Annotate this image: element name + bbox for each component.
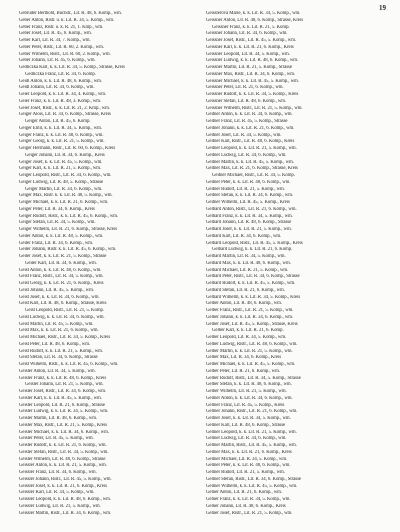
- directory-entry: Gelbard Michael, Lit. R. 21, 5. Komp., wm.: [206, 267, 289, 273]
- directory-entry: Geisler Michael, k. k. Lit. R. 34, 6. Komp., wm.: [19, 429, 109, 435]
- directory-entry: Geissler Karl, Lit. R. 34, 5. Komp., wm.: [19, 490, 95, 496]
- directory-entry: Geiger Leopold, Ristr., Lit. R. 34, 6. Komp., wm.: [19, 173, 112, 178]
- directory-entry: Gelbard Ludwig, k. k. Lit. R. 21, 6. Komp.: [212, 247, 293, 253]
- directory-entry: Gelber Stefan, k. k. Lit. R. 48, 6. Komp., wm.: [206, 382, 292, 388]
- directory-entry: Geiger Johann, Lit. R. 34, 6. Komp., Kreis: [25, 152, 105, 158]
- directory-entry: Geiger Alois, Lit. R. 34, 6. Komp., Strasse, Kreis: [19, 112, 111, 118]
- directory-entry: Gellner Anton, k. k. Lit. R. 34, 6. Komp., wm.: [206, 395, 293, 401]
- directory-entry: Gellner Leopold, k. k. Lit. R. 21, 5. Komp., wm.: [206, 429, 297, 435]
- directory-entry: Geisler Ludwig, k. k. Lit. R. 34, 5. Komp., wm.: [19, 409, 109, 415]
- directory-entry: Geissner Rudolf, k. k. Lit. R. 34, 5. Komp., Kreis: [206, 92, 299, 97]
- directory-entry: Geber Wilhelm, Ristr., Lit. R. 60, 2. Komp., wm.: [19, 51, 111, 57]
- directory-entry: Geist Karl, Lit. R. 48, 6. Komp., Strasse, Kreis: [19, 301, 107, 307]
- directory-entry: Gelber Karl, k. k. Lit. R. 21, 6. Komp.: [212, 328, 284, 334]
- directory-entry: Geissner Franz, k. k. Lit. R. 21, 5. Komp.: [212, 24, 290, 30]
- directory-entry: Geissner Ludwig, k. k. Lit. R. 48, 6. Komp., wm.: [206, 58, 299, 64]
- directory-entry: Geisler Stefan, Ristr., Lit. R. 34, 5. Komp., wm.: [19, 449, 109, 455]
- directory-entry: Geiger Karl, k. k. Lit. R. 21, 5. Komp., wm.: [19, 166, 102, 172]
- directory-entry: Geber Karl, Lit. R. 34, 7. Komp., wm.: [19, 38, 91, 43]
- directory-entry: Geist Georg, k. k. Lit. R. 21, 6. Komp., Kreis: [19, 281, 104, 286]
- directory-entry: Geisler Josef, Ristr., Lit. R. 34, 6. Komp., wm.: [19, 389, 107, 394]
- directory-entry: Geisler Martin, Lit. R. 48, 6. Komp., wm.: [19, 416, 98, 421]
- directory-entry: Geissner Martin, Lit. R. 21, 5. Komp., Strasse: [206, 65, 292, 70]
- directory-entry: Geist Josef, k. k. Lit. R. 34, 6. Komp., wm.: [19, 294, 100, 300]
- directory-entry: Geitner Max, Lit. R. 21, 6. Komp., Strasse, Kreis: [206, 166, 298, 172]
- directory-entry: Geiger Hermann, Ristr., Lit. R. 60, 6. Komp., Kreis: [19, 146, 116, 151]
- directory-entry: Geitner Leopold, k. k. Lit. R. 21, 5. Komp., wm.: [206, 146, 297, 151]
- directory-entry: Geier Franz, k. k. Lit. R. 48, 3. Komp., wm.: [19, 98, 102, 104]
- directory-entry: Gedliczka Franz, Lit. R. 34, 6. Komp.: [25, 71, 96, 77]
- directory-entry: Geitner Wilhelm, Lit. R. 45, 5. Komp., Kreis: [206, 200, 290, 205]
- directory-entry: Gellner Karl, Lit. R. 48, 6. Komp., Strasse: [206, 422, 286, 428]
- directory-entry: Geisler Anton, Lit. R. 34, 5. Komp., wm.: [19, 368, 96, 374]
- directory-entry: Geidl Johann, Lit. R. 34, 6. Komp., wm.: [19, 85, 95, 91]
- directory-entry: Gelber Leopold, Lit. R. 34, 5. Komp., wm.: [206, 335, 287, 340]
- directory-entry: Gelbard Wilhelm, k. k. Lit. R. 34, 5. Komp., Kreis: [206, 294, 301, 300]
- directory-entry: Geitner Martin, k. k. Lit. R. 45, 5. Komp., wm.: [206, 159, 294, 165]
- directory-entry: Geist Max, k. k. Lit. R. 21, 6. Komp., wm.: [19, 328, 99, 334]
- directory-entry: Geiler Anton, k. k. Lit. R. 48, 5. Komp., wm.: [19, 233, 104, 239]
- directory-entry: Geiler Franz, Lit. R. 34, 6. Komp., wm.: [19, 240, 94, 246]
- directory-entry: Gellner Martin, Ristr., Lit. R. 45, 5. Komp., wm.: [206, 443, 297, 448]
- directory-entry: Geiger Ludwig, Lit. R. 48, 5. Komp., Strasse: [19, 179, 104, 185]
- directory-entry: Geitner Ludwig, Lit. R. 34, 6. Komp., wm.: [206, 152, 287, 158]
- directory-entry: Gelner Josef, Ristr., Lit. R. 21, 5. Komp., wm.: [206, 510, 293, 516]
- directory-entry: Geissner Josef, Ristr., Lit. R. 45, 5. Komp., wm.: [206, 38, 297, 43]
- directory-entry: Geist Leopold, Ristr., Lit. R. 21, 5. Komp.: [25, 308, 104, 313]
- directory-entry: Gelber Peter, Lit. R. 21, 6. Komp., wm.: [206, 368, 280, 374]
- directory-entry: Gelbard Franz, k. k. Lit. R. 34, 5. Komp., wm.: [206, 213, 293, 219]
- directory-entry: Geiger Rudolf, Ristr., k. k. Lit. R. 45, 6. Komp., wm.: [19, 213, 119, 219]
- directory-entry: Geber Josef, Lit. R. 45, 6. Komp., wm.: [19, 31, 92, 37]
- directory-entry: Gelbard Leopold, Ristr., Lit. R. 45, 5. Komp., Kreis: [206, 240, 303, 246]
- directory-entry: Geiler Josef, k. k. Lit. R. 21, 5. Komp., Strasse: [19, 254, 107, 259]
- directory-entry: Geissler Leopold, k. k. Lit. R. 48, 6. Komp., wm.: [19, 497, 112, 502]
- directory-entry: Geissner Stefan, Lit. R. 48, 6. Komp., wm.: [206, 98, 287, 104]
- directory-entry: Gellner Rudolf, Lit. R. 21, 5. Komp., wm.: [206, 470, 285, 475]
- directory-entry: Geist Wilhelm, Ristr., k. k. Lit. R. 45, 6. Komp., wm.: [19, 362, 119, 367]
- directory-entry: Gelbard Max, k. k. Lit. R. 48, 6. Komp., wm.: [206, 260, 291, 266]
- directory-entry: Gelbard Anton, Ristr., Lit. R. 21, 6. Komp., wm.: [206, 206, 297, 212]
- directory-entry: Geist Martin, Lit. R. 45, 5. Komp., wm.: [19, 321, 94, 327]
- directory-entry: Geist Johann, Lit. R. 45, 5. Komp., wm.: [19, 287, 94, 293]
- directory-entry: Gelbard Johann, Lit. R. 48, 6. Komp., Strasse: [206, 220, 292, 226]
- directory-entry: Geiler Karl, Lit. R. 34, 6. Komp., wm.: [25, 260, 97, 266]
- directory-entry: Gellner Michael, Lit. R. 34, 5. Komp., wm.: [206, 456, 288, 462]
- directory-entry: Gelber Martin, k. k. Lit. R. 21, 5. Komp., wm.: [206, 348, 293, 354]
- directory-entry: Geisler Max, Ristr., Lit. R. 21, 5. Komp., Kreis: [19, 422, 108, 428]
- directory-entry: Geitner Anton, k. k. Lit. R. 34, 6. Komp., wm.: [206, 112, 293, 118]
- directory-entry: Gelber Max, Lit. R. 34, 6. Komp., Kreis: [206, 355, 282, 361]
- right-column: [206, 11, 377, 517]
- directory-entry: Gelner Johann, Lit. R. 48, 6. Komp., Kreis: [206, 503, 286, 509]
- directory-entry: Gelber Rudolf, Ristr., Lit. R. 34, 5. Komp., Strasse: [206, 375, 301, 381]
- directory-entry: Geiger Georg, k. k. Lit. R. 21, 5. Komp., wm.: [19, 139, 105, 145]
- left-column: [19, 11, 190, 517]
- directory-entry: Geissner Leopold, Lit. R. 34, 5. Komp., wm.: [206, 51, 290, 57]
- directory-entry: Geissler Josef, k. k. Lit. R. 21, 6. Komp., Kreis: [19, 483, 107, 489]
- directory-entry: Gelber Johann, k. k. Lit. R. 34, 6. Komp., wm.: [206, 314, 294, 320]
- directory-entry: Geist Ludwig, k. k. Lit. R. 34, 6. Komp., wm.: [19, 314, 105, 320]
- directory-entry: Gelber Anton, Lit. R. 48, 6. Komp., wm.: [206, 301, 282, 307]
- directory-entry: Geier Leopold, k. k. Lit. R. 34, 4. Komp., wm.: [19, 92, 107, 97]
- directory-entry: Geisler Peter, Lit. R. 45, 5. Komp., wm.: [19, 436, 94, 442]
- directory-entry: Geisler Karl, k. k. Lit. R. 45, 5. Komp., wm.: [19, 395, 102, 401]
- directory-entry: Geiger Franz, k. k. Lit. R. 48, 6. Komp., wm.: [19, 132, 104, 138]
- directory-entry: Geisler Johann, Lit. R. 21, 5. Komp., wm.: [25, 382, 104, 388]
- directory-entry: Geissler Martin, Ristr., Lit. R. 34, 6. Komp., wm.: [19, 510, 112, 516]
- directory-entry: Geber Peter, Ristr., Lit. R. 60, 2. Komp., wm.: [19, 44, 104, 50]
- directory-entry: Geiger Stefan, Lit. R. 34, 5. Komp., wm.: [19, 220, 96, 226]
- directory-entry: Geiger Emil, k. k. Lit. R. 34, 5. Komp., wm.: [19, 125, 102, 131]
- directory-entry: Geiger Peter, Lit. R. 34, 6. Komp., Kreis: [19, 206, 95, 212]
- directory-entry: Geber Franz, Ristr. u. k. R. 21, 1. Kmp., wm.: [19, 24, 104, 30]
- directory-entry: Geist Stefan, Lit. R. 34, 6. Komp., Strasse: [19, 355, 98, 361]
- directory-entry: Gelbard Josef, k. k. Lit. R. 21, 5. Komp., wm.: [206, 227, 292, 232]
- directory-entry: Geissler Johann, Ristr., Lit. R. 45, 5. Komp., wm.: [19, 476, 112, 482]
- directory-entry: Geiger Wilhelm, Lit. R. 21, 6. Komp., Strasse, Kreis: [19, 227, 118, 232]
- directory-entry: Geist Peter, Lit. R. 48, 6. Komp., wm.: [19, 341, 91, 347]
- directory-entry: Geist Franz, Ristr., Lit. R. 34, 5. Komp., wm.: [19, 274, 104, 280]
- directory-entry: Geisslerová Marie, k. k. Lit. R. 34, 5. Komp., wm.: [206, 11, 301, 16]
- directory-entry: Geissler Anton, k. k. Lit. R. 21, 5. Komp., wm.: [19, 463, 107, 469]
- directory-entry: Gelner Franz, k. k. Lit. R. 34, 5. Komp., wm.: [206, 497, 291, 502]
- directory-entry: Geisler Franz, k. k. Lit. R. 48, 6. Komp., Kreis: [19, 375, 107, 381]
- directory-entry: Geissner Johann, Lit. R. 34, 6. Komp., wm.: [206, 31, 288, 37]
- directory-entry: Geiger Anton, Lit. R. 45, 6. Komp.: [25, 119, 91, 124]
- page-number: 19: [379, 4, 386, 12]
- directory-entry: Gellner Ludwig, Lit. R. 34, 6. Komp., wm.: [206, 436, 287, 442]
- directory-entry: Geisler Wilhelm, Lit. R. 48, 6. Komp., Strasse: [19, 456, 106, 462]
- directory-entry: Geidl Anton, k. k. Lit. R. 48, 6. Komp., wm.: [19, 78, 102, 84]
- directory-entry: Gelner Anton, Lit. R. 21, 6. Komp., wm.: [206, 490, 282, 496]
- directory-entry: Geiger Josef, k. k. Lit. R. 45, 5. Komp., wm.: [19, 159, 103, 165]
- directory-entry: Geiger Max, Ristr. k. k. Lit. R. 48, 5. Komp., wm.: [19, 193, 113, 199]
- directory-entry: Geissler Ludwig, Lit. R. 21, 5. Komp., wm.: [19, 503, 101, 509]
- directory-entry: Geber Johann, Lit. R. 45, 6. Komp., wm.: [19, 58, 96, 64]
- directory-entry: Gelber Josef, Lit. R. 45, 5. Komp., Strasse, Kreis: [206, 321, 298, 327]
- directory-entry: Geitner Michael, Ristr., Lit. R. 34, 5. Komp.: [212, 173, 295, 178]
- directory-entry: Gelber Ludwig, Ristr., Lit. R. 48, 6. Komp., wm.: [206, 341, 298, 347]
- directory-entry: Geber Anton, Ristr. u. k. Lit. R. 34, 5. Komp., wm.: [19, 17, 115, 23]
- directory-entry: Geist Michael, Ristr., Lit. R. 34, 5. Komp., Kreis: [19, 335, 111, 340]
- directory-entry: Geissner Michael, k. k. Lit. R. 45, 5. Komp., wm.: [206, 78, 299, 84]
- directory-entry: Geissner Karl, k. k. Lit. R. 21, 6. Komp., Kreis: [206, 44, 294, 50]
- directory-entry: Gellner Peter, k. k. Lit. R. 48, 6. Komp., wm.: [206, 463, 291, 469]
- directory-entry: Gelber Wilhelm, Lit. R. 21, 5. Komp., wm.: [206, 389, 287, 394]
- directory-entry: Geitner Franz, Lit. R. 45, 5. Komp., Strasse: [206, 119, 288, 124]
- directory-entry: Geitner Karl, Ristr., Lit. R. 48, 6. Komp., Kreis: [206, 139, 295, 145]
- directory-entry: Gelbard Karl, Lit. R. 34, 6. Komp., wm.: [206, 233, 282, 239]
- directory-entry: Gellner Max, k. k. Lit. R. 21, 6. Komp., Kreis: [206, 449, 292, 455]
- directory-entry: Geiler Johann, Ristr. k. k. Lit. R. 45, 6. Komp., wm.: [19, 247, 117, 253]
- directory-entry: Gellner Johann, Ristr., Lit. R. 21, 6. Komp., wm.: [206, 409, 298, 415]
- directory-entry: Gelbard Peter, Ristr., Lit. R. 34, 6. Komp., Strasse: [206, 274, 300, 280]
- directory-entry: Geitner Johann, k. k. Lit. R. 21, 6. Komp., wm.: [206, 125, 295, 131]
- directory-entry: Geiger Martin, Lit. R. 34, 6. Komp., wm.: [25, 186, 103, 192]
- directory-entry: Gellner Franz, Lit. R. 45, 5. Komp., Kreis: [206, 402, 285, 408]
- directory-entry: Geissner Wilhelm, Ristr., Lit. R. 21, 5. Komp., wm.: [206, 105, 303, 111]
- directory-entry: Gelber Michael, k. k. Lit. R. 45, 5. Komp., wm.: [206, 362, 296, 367]
- directory-entry: Gelber Franz, Ristr., Lit. R. 21, 5. Komp., wm.: [206, 308, 294, 313]
- directory-entry: Gelbard Martin, Lit. R. 34, 5. Komp., wm.: [206, 254, 286, 259]
- directory-entry: Gebrüder Berthold, Buchdr., Lit. R. 48, 6. Komp., wm.: [19, 11, 122, 16]
- directory-entry: Geist Rudolf, k. k. Lit. R. 21, 5. Komp., wm.: [19, 348, 103, 354]
- directory-entry: Gellner Wilhelm, k. k. Lit. R. 45, 5. Komp., wm.: [206, 483, 298, 489]
- directory-entry: Geisler Rudolf, k. k. Lit. R. 21, 6. Komp., wm.: [19, 443, 107, 448]
- directory-entry: Geissner Anton, Lit. R. 48, 6. Komp., Strasse, Kreis: [206, 17, 304, 23]
- directory-entry: Geitner Stefan, k. k. Lit. R. 34, 6. Komp., wm.: [206, 193, 294, 199]
- directory-entry: Geitner Rudolf, Lit. R. 21, 5. Komp., wm.: [206, 186, 285, 192]
- directory-entry: Gedliczka Karl, k. k. Lit. R. 34, 5. Komp., Strasse, Kreis: [19, 65, 125, 70]
- directory-entry: Geitner Josef, Lit. R. 34, 5. Komp., wm.: [206, 132, 282, 138]
- directory-entry: Geissner Peter, Lit. R. 21, 6. Komp., wm.: [206, 85, 284, 91]
- directory-entry: Geissner Max, Ristr., Lit. R. 34, 6. Komp., wm.: [206, 71, 296, 77]
- directory-entry: Geiger Michael, k. k. Lit. R. 21, 6. Komp., wm.: [19, 200, 109, 205]
- directory-entry: Gelbard Stefan, Lit. R. 21, 6. Komp., wm.: [206, 287, 285, 293]
- directory-entry: Geist Anton, k. k. Lit. R. 48, 6. Komp., wm.: [19, 267, 102, 273]
- directory-entry: Gellner Josef, k. k. Lit. R. 34, 5. Komp., wm.: [206, 416, 291, 421]
- directory-entry: Geisler Leopold, Lit. R. 21, 6. Komp., Strasse: [19, 402, 105, 408]
- directory-entry: Geier Josef, Ristr., k. k. Lit. R. 21, 2. Kmp., wm.: [19, 105, 110, 111]
- directory-entry: Gelbard Rudolf, k. k. Lit. R. 45, 5. Komp., wm.: [206, 281, 296, 286]
- directory-entry: Geitner Peter, k. k. Lit. R. 48, 6. Komp., wm.: [206, 179, 291, 185]
- directory-entry: Gellner Stefan, Ristr., Lit. R. 34, 6. Komp., Strasse: [206, 476, 302, 482]
- directory-entry: Geissler Franz, Lit. R. 34, 6. Komp., wm.: [19, 470, 97, 475]
